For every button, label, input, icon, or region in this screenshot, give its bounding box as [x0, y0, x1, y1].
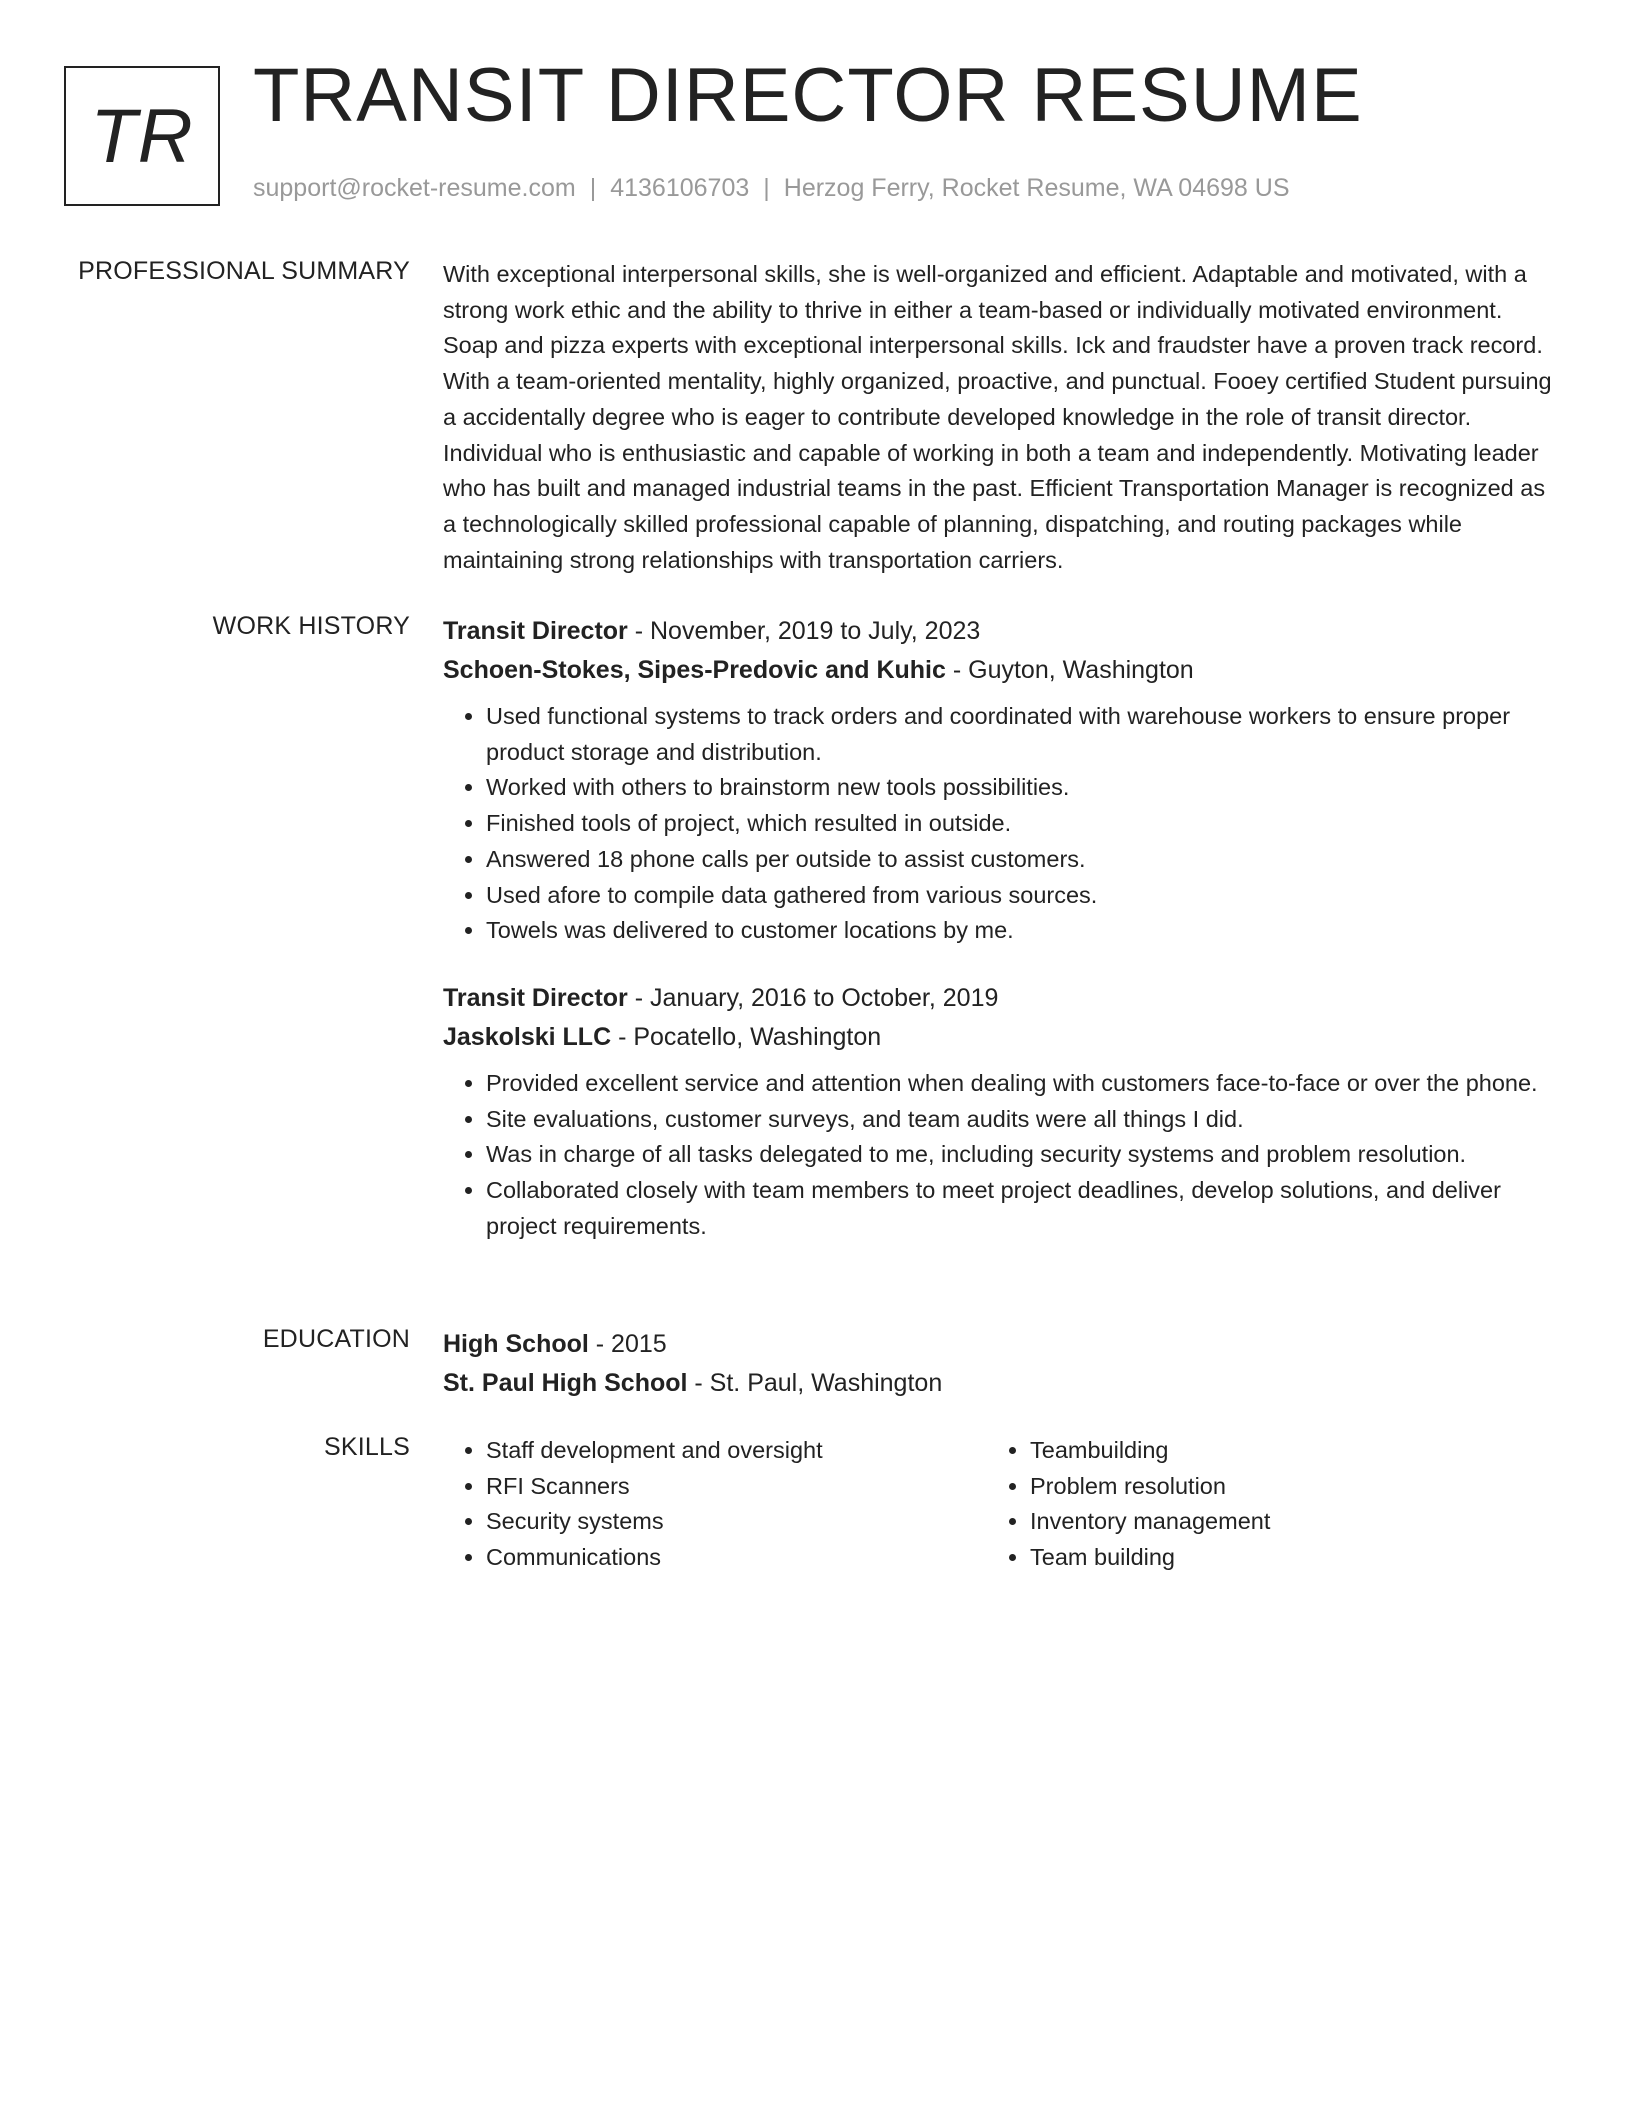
job-location: - Guyton, Washington — [945, 656, 1194, 684]
list-item: • Answered 18 phone calls per outside to assist customers. — [486, 842, 1555, 878]
education-body — [443, 1325, 1555, 1403]
list-item: • Teambuilding — [1030, 1433, 1531, 1469]
school-location: - St. Paul, Washington — [687, 1369, 943, 1397]
contact-phone: 4136106703 — [610, 174, 750, 202]
list-item: • Finished tools of project, which resulted in outside. — [486, 806, 1555, 842]
list-item: • Towels was delivered to customer locations by me. — [486, 913, 1555, 949]
contact-separator: | — [589, 174, 597, 202]
skills-column-right — [987, 1433, 1531, 1576]
job-dates: - November, 2019 to July, 2023 — [627, 617, 981, 645]
list-item: • Provided excellent service and attention when dealing with customers face-to-face or over the phone. — [486, 1066, 1555, 1102]
list-item: • Security systems — [486, 1504, 987, 1540]
job-location: - Pocatello, Washington — [611, 1022, 882, 1051]
skills-body — [443, 1433, 1555, 1576]
contact-separator: | — [763, 174, 770, 202]
skills-grid — [443, 1433, 1555, 1576]
graduation-year: - 2015 — [588, 1330, 667, 1358]
list-item: • Communications — [486, 1540, 987, 1576]
job-title-line — [443, 612, 1555, 651]
summary-text: With exceptional interpersonal skills, she is well-organized and efficient. Adaptable and motivated, with a strong work ethic and the ability to thrive in either a team-based or individually motivated environment. Soap and pizza experts with exceptional interpersonal skills. Ick and fraudster have a proven track record. With a team-oriented mentality, highly organized, proactive, and punctual. Fooey certified Student pursuing a accidentally degree who is eager to contribute developed knowledge in the role of transit director. Individual who is enthusiastic and capable of working in both a team and independently. Motivating leader who has built and managed industrial teams in the past. Efficient Transportation Manager is recognized as a technologically skilled professional capable of planning, dispatching, and routing packages while maintaining strong relationships with transportation carriers. — [443, 261, 1552, 573]
page-title: TRANSIT DIRECTOR RESUME — [253, 53, 1363, 138]
contact-email: support@rocket-resume.com — [253, 174, 576, 202]
monogram-box — [64, 66, 220, 206]
list-item: • Used afore to compile data gathered from various sources. — [486, 878, 1555, 914]
school-line — [443, 1364, 1555, 1403]
job-company: Schoen-Stokes, Sipes-Predovic and Kuhic — [443, 656, 946, 684]
job-title: Transit Director — [443, 617, 628, 645]
section-label-skills: SKILLS — [324, 1433, 410, 1461]
monogram-initials: TR — [90, 93, 194, 179]
list-item: • Inventory management — [1030, 1504, 1531, 1540]
degree: High School — [443, 1330, 589, 1358]
job-bullets — [443, 1066, 1555, 1245]
list-item: • Was in charge of all tasks delegated to me, including security systems and problem resolution. — [486, 1137, 1555, 1173]
contact-address: Herzog Ferry, Rocket Resume, WA 04698 US — [783, 174, 1290, 202]
job-dates: - January, 2016 to October, 2019 — [627, 983, 999, 1012]
list-item: • Problem resolution — [1030, 1469, 1531, 1505]
list-item: • Staff development and oversight — [486, 1433, 987, 1469]
section-label-education: EDUCATION — [262, 1325, 410, 1353]
summary-body — [443, 257, 1555, 578]
list-item: • RFI Scanners — [486, 1469, 987, 1505]
list-item: • Team building — [1030, 1540, 1531, 1576]
job-company-line — [443, 651, 1555, 690]
list-item: • Site evaluations, customer surveys, and team audits were all things I did. — [486, 1102, 1555, 1138]
work-body — [443, 612, 1555, 1244]
skills-column-left — [443, 1433, 987, 1576]
section-label-work: WORK HISTORY — [212, 612, 410, 640]
job-entry — [443, 979, 1555, 1245]
job-bullets — [443, 699, 1555, 949]
job-title: Transit Director — [443, 983, 628, 1012]
school-name: St. Paul High School — [443, 1369, 688, 1397]
contact-line — [253, 174, 1290, 203]
list-item: • Collaborated closely with team members to meet project deadlines, develop solutions, and deliver project requirements. — [486, 1173, 1555, 1244]
job-title-line — [443, 979, 1555, 1018]
section-label-summary: PROFESSIONAL SUMMARY — [78, 257, 410, 285]
job-entry — [443, 612, 1555, 949]
job-company: Jaskolski LLC — [443, 1022, 612, 1051]
degree-line — [443, 1325, 1555, 1364]
list-item: • Used functional systems to track orders and coordinated with warehouse workers to ensure proper product storage and distribution. — [486, 699, 1555, 770]
list-item: • Worked with others to brainstorm new tools possibilities. — [486, 770, 1555, 806]
job-company-line — [443, 1018, 1555, 1057]
